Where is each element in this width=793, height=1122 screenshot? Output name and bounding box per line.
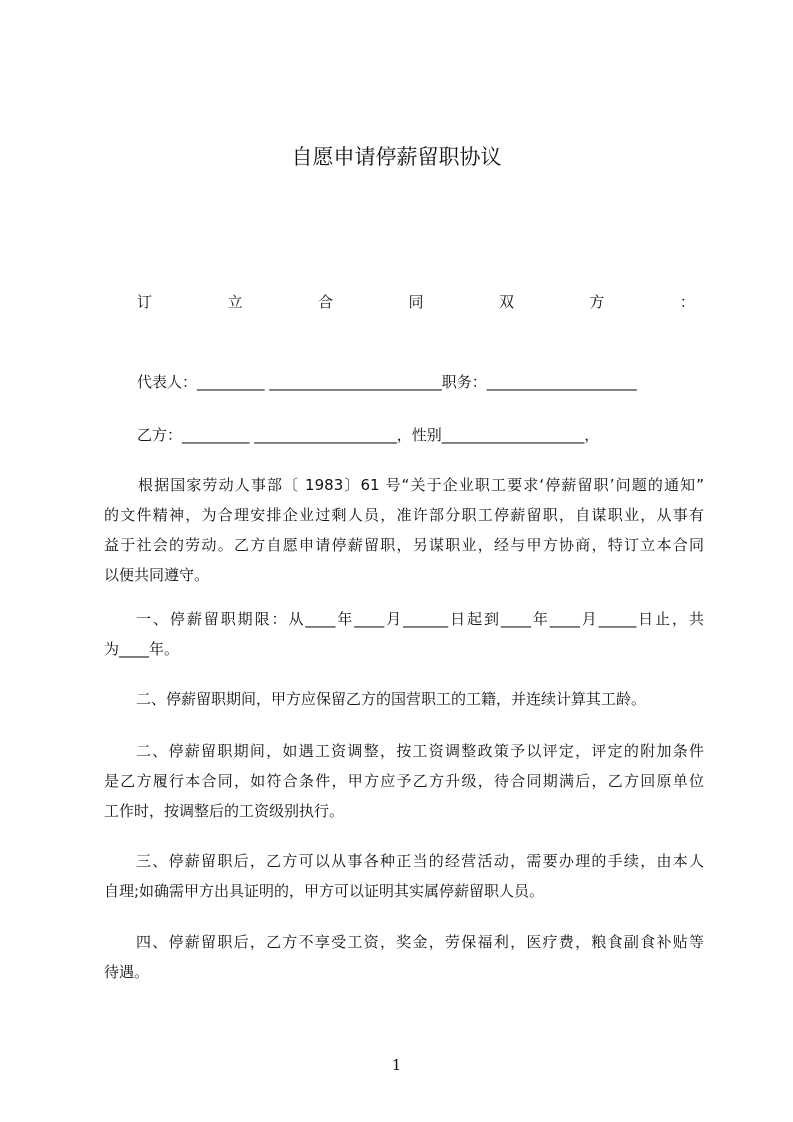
paragraph-line: 自理;如确需甲方出具证明的，甲方可以证明其实属停薪留职人员。 (104, 882, 545, 900)
paragraph-line: 根据国家劳动人事部〔 1983〕61 号“关于企业职工要求‘停薪留职’问题的通知” (138, 476, 704, 494)
paragraph-line: 以便共同遵守。 (104, 566, 210, 584)
paragraph-line: 二、停薪留职期间，甲方应保留乙方的国营职工的工籍，并连续计算其工龄。 (136, 690, 647, 708)
parties-heading-char: 方 (589, 293, 605, 311)
clause-wage-adjustment (104, 736, 704, 826)
document-title: 自愿申请停薪留职协议 (291, 145, 502, 169)
paragraph-line: 是乙方履行本合同，如符合条件，甲方应予乙方升级，待合同期满后，乙方回原单位 (104, 772, 704, 790)
paragraph-line: 工作时，按调整后的工资级别执行。 (104, 802, 345, 820)
paragraph-line: 为____年。 (104, 640, 180, 658)
parties-heading-char: 双 (498, 293, 514, 311)
paragraph-basis (104, 470, 704, 590)
page-number: 1 (391, 1056, 402, 1074)
clause-benefits (104, 927, 704, 987)
parties-heading-char: 立 (227, 293, 243, 311)
paragraph-line: 四、停薪留职后，乙方不享受工资，奖金，劳保福利，医疗费，粮食副食补贴等 (136, 933, 704, 951)
parties-heading-char: 订 (137, 293, 153, 311)
parties-heading-char: ： (679, 293, 695, 311)
party-b-line: 乙方：_________ ___________________，性别___________________， (137, 426, 600, 444)
paragraph-line: 益于社会的劳动。乙方自愿申请停薪留职，另谋职业，经与甲方协商，特订立本合同 (104, 536, 704, 554)
paragraph-line: 的文件精神，为合理安排企业过剩人员，准许部分职工停薪留职，自谋职业，从事有 (104, 506, 704, 524)
clause-business-activity (104, 846, 704, 906)
paragraph-line: 待遇。 (104, 963, 150, 981)
paragraph-line: 三、停薪留职后，乙方可以从事各种正当的经营活动，需要办理的手续，由本人 (136, 852, 704, 870)
paragraph-line: 二、停薪留职期间，如遇工资调整，按工资调整政策予以评定，评定的附加条件 (136, 742, 704, 760)
parties-heading-char: 合 (317, 293, 333, 311)
parties-heading-char: 同 (408, 293, 424, 311)
clause-term (104, 604, 704, 664)
clause-status (104, 684, 704, 714)
representative-line: 代表人：_________ _______________________职务：____________________ (137, 373, 637, 391)
paragraph-line: 一、停薪留职期限：从____年____月______日起到____年____月_____日止，共 (136, 610, 704, 628)
parties-heading (137, 291, 695, 312)
